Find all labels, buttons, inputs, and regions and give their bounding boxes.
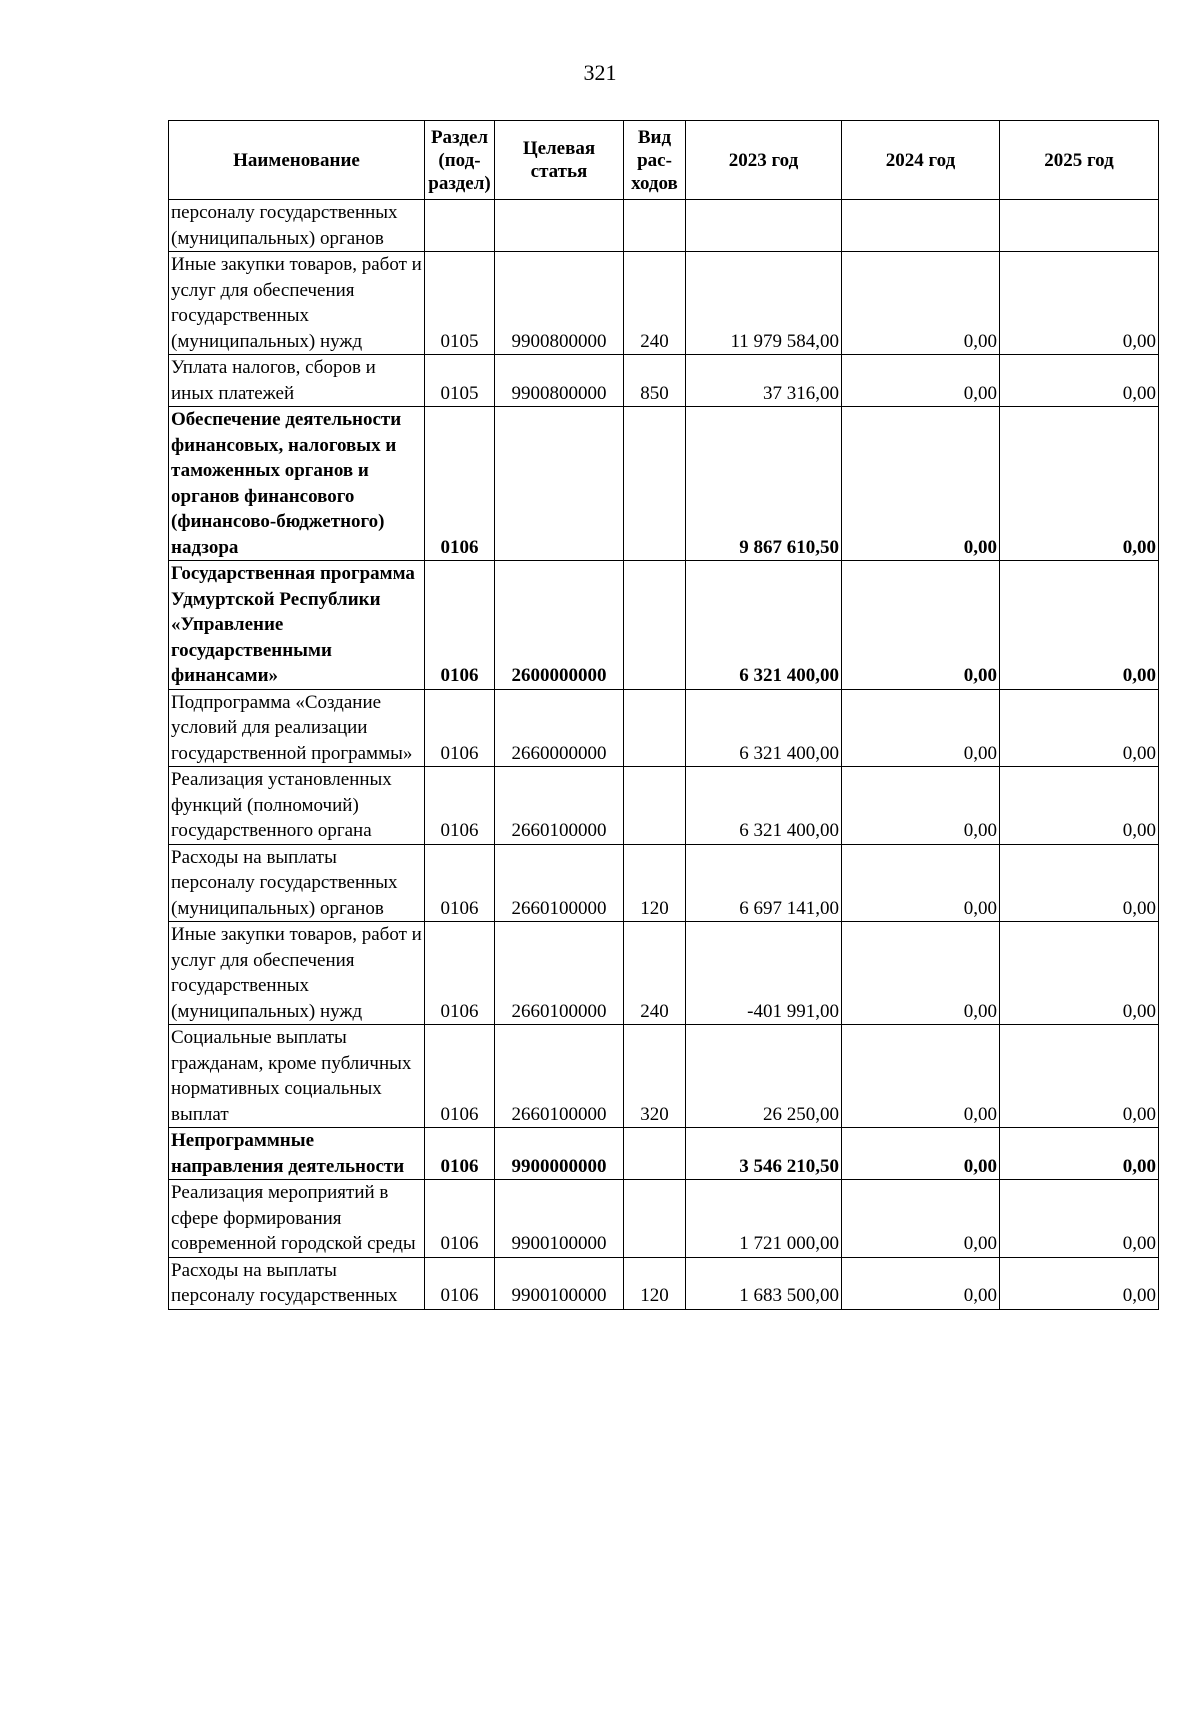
cell-target: 2660100000: [495, 922, 624, 1025]
cell-2025: 0,00: [1000, 252, 1159, 355]
cell-name: персоналу государственных (муниципальных) органов: [169, 200, 425, 252]
header-2025: 2025 год: [1000, 121, 1159, 200]
cell-2024: 0,00: [842, 1257, 1000, 1309]
cell-2024: 0,00: [842, 1128, 1000, 1180]
cell-2025: 0,00: [1000, 767, 1159, 845]
cell-2023: 6 321 400,00: [686, 561, 842, 690]
cell-section: 0106: [425, 922, 495, 1025]
cell-2025: 0,00: [1000, 561, 1159, 690]
header-kind: Вид рас-ходов: [624, 121, 686, 200]
cell-2025: 0,00: [1000, 1025, 1159, 1128]
cell-section: 0106: [425, 1025, 495, 1128]
header-2024: 2024 год: [842, 121, 1000, 200]
cell-name: Государственная программа Удмуртской Республики «Управление государственными финансами»: [169, 561, 425, 690]
cell-section: 0106: [425, 844, 495, 922]
cell-2025: 0,00: [1000, 922, 1159, 1025]
table-row: [169, 252, 1159, 355]
table-row: [169, 200, 1159, 252]
cell-2025: 0,00: [1000, 1257, 1159, 1309]
cell-2024: 0,00: [842, 767, 1000, 845]
table-row: [169, 1257, 1159, 1309]
table-row: [169, 561, 1159, 690]
cell-kind: 120: [624, 844, 686, 922]
cell-2024: 0,00: [842, 844, 1000, 922]
cell-name: Расходы на выплаты персоналу государственных: [169, 1257, 425, 1309]
table-row: [169, 767, 1159, 845]
cell-2024: 0,00: [842, 1180, 1000, 1258]
cell-2024: 0,00: [842, 407, 1000, 561]
cell-kind: [624, 561, 686, 690]
header-target: Целевая статья: [495, 121, 624, 200]
table-header-row: [169, 121, 1159, 200]
header-section: Раздел (под-раздел): [425, 121, 495, 200]
cell-target: [495, 200, 624, 252]
cell-2024: 0,00: [842, 252, 1000, 355]
cell-name: Расходы на выплаты персоналу государственных (муниципальных) органов: [169, 844, 425, 922]
cell-name: Реализация мероприятий в сфере формирования современной городской среды: [169, 1180, 425, 1258]
cell-target: 2660100000: [495, 767, 624, 845]
budget-table: [168, 120, 1159, 1310]
table-row: [169, 922, 1159, 1025]
cell-2023: 6 321 400,00: [686, 767, 842, 845]
cell-kind: 120: [624, 1257, 686, 1309]
cell-2025: 0,00: [1000, 355, 1159, 407]
cell-2023: 1 721 000,00: [686, 1180, 842, 1258]
cell-target: 2660000000: [495, 689, 624, 767]
cell-2024: 0,00: [842, 1025, 1000, 1128]
cell-2025: [1000, 200, 1159, 252]
cell-2023: 1 683 500,00: [686, 1257, 842, 1309]
cell-2023: 6 321 400,00: [686, 689, 842, 767]
cell-kind: [624, 1128, 686, 1180]
cell-name: Подпрограмма «Создание условий для реализации государственной программы»: [169, 689, 425, 767]
cell-section: 0105: [425, 355, 495, 407]
cell-kind: 240: [624, 252, 686, 355]
cell-2023: 9 867 610,50: [686, 407, 842, 561]
cell-2023: 6 697 141,00: [686, 844, 842, 922]
cell-target: 9900800000: [495, 252, 624, 355]
cell-2025: 0,00: [1000, 407, 1159, 561]
cell-2023: 37 316,00: [686, 355, 842, 407]
table-row: [169, 355, 1159, 407]
cell-kind: 320: [624, 1025, 686, 1128]
cell-2023: 3 546 210,50: [686, 1128, 842, 1180]
cell-target: [495, 407, 624, 561]
cell-section: 0106: [425, 1180, 495, 1258]
cell-kind: 850: [624, 355, 686, 407]
cell-name: Непрограммные направления деятельности: [169, 1128, 425, 1180]
cell-2023: [686, 200, 842, 252]
cell-name: Уплата налогов, сборов и иных платежей: [169, 355, 425, 407]
cell-2024: [842, 200, 1000, 252]
cell-2025: 0,00: [1000, 1180, 1159, 1258]
cell-section: 0106: [425, 407, 495, 561]
cell-target: 9900100000: [495, 1257, 624, 1309]
cell-2024: 0,00: [842, 689, 1000, 767]
header-2023: 2023 год: [686, 121, 842, 200]
cell-2025: 0,00: [1000, 689, 1159, 767]
cell-target: 9900800000: [495, 355, 624, 407]
cell-target: 2660100000: [495, 844, 624, 922]
table-row: [169, 689, 1159, 767]
cell-target: 9900100000: [495, 1180, 624, 1258]
cell-name: Социальные выплаты гражданам, кроме публичных нормативных социальных выплат: [169, 1025, 425, 1128]
cell-2024: 0,00: [842, 561, 1000, 690]
cell-section: [425, 200, 495, 252]
cell-section: 0106: [425, 689, 495, 767]
table-row: [169, 1128, 1159, 1180]
cell-2025: 0,00: [1000, 844, 1159, 922]
table-row: [169, 1180, 1159, 1258]
cell-2024: 0,00: [842, 355, 1000, 407]
page-number: 321: [583, 60, 617, 85]
cell-2023: -401 991,00: [686, 922, 842, 1025]
cell-kind: [624, 1180, 686, 1258]
cell-kind: [624, 767, 686, 845]
cell-kind: [624, 200, 686, 252]
cell-section: 0105: [425, 252, 495, 355]
header-name: Наименование: [169, 121, 425, 200]
cell-2023: 11 979 584,00: [686, 252, 842, 355]
cell-section: 0106: [425, 1257, 495, 1309]
cell-kind: [624, 407, 686, 561]
table-row: [169, 407, 1159, 561]
cell-section: 0106: [425, 767, 495, 845]
cell-kind: 240: [624, 922, 686, 1025]
cell-section: 0106: [425, 1128, 495, 1180]
cell-name: Обеспечение деятельности финансовых, налоговых и таможенных органов и органов финансового (финансово-бюджетного) надзора: [169, 407, 425, 561]
cell-target: 2660100000: [495, 1025, 624, 1128]
cell-name: Реализация установленных функций (полномочий) государственного органа: [169, 767, 425, 845]
cell-kind: [624, 689, 686, 767]
cell-section: 0106: [425, 561, 495, 690]
cell-name: Иные закупки товаров, работ и услуг для обеспечения государственных (муниципальных) нужд: [169, 922, 425, 1025]
cell-target: 9900000000: [495, 1128, 624, 1180]
cell-2025: 0,00: [1000, 1128, 1159, 1180]
table-row: [169, 844, 1159, 922]
cell-name: Иные закупки товаров, работ и услуг для обеспечения государственных (муниципальных) нужд: [169, 252, 425, 355]
cell-2024: 0,00: [842, 922, 1000, 1025]
cell-target: 2600000000: [495, 561, 624, 690]
cell-2023: 26 250,00: [686, 1025, 842, 1128]
table-row: [169, 1025, 1159, 1128]
